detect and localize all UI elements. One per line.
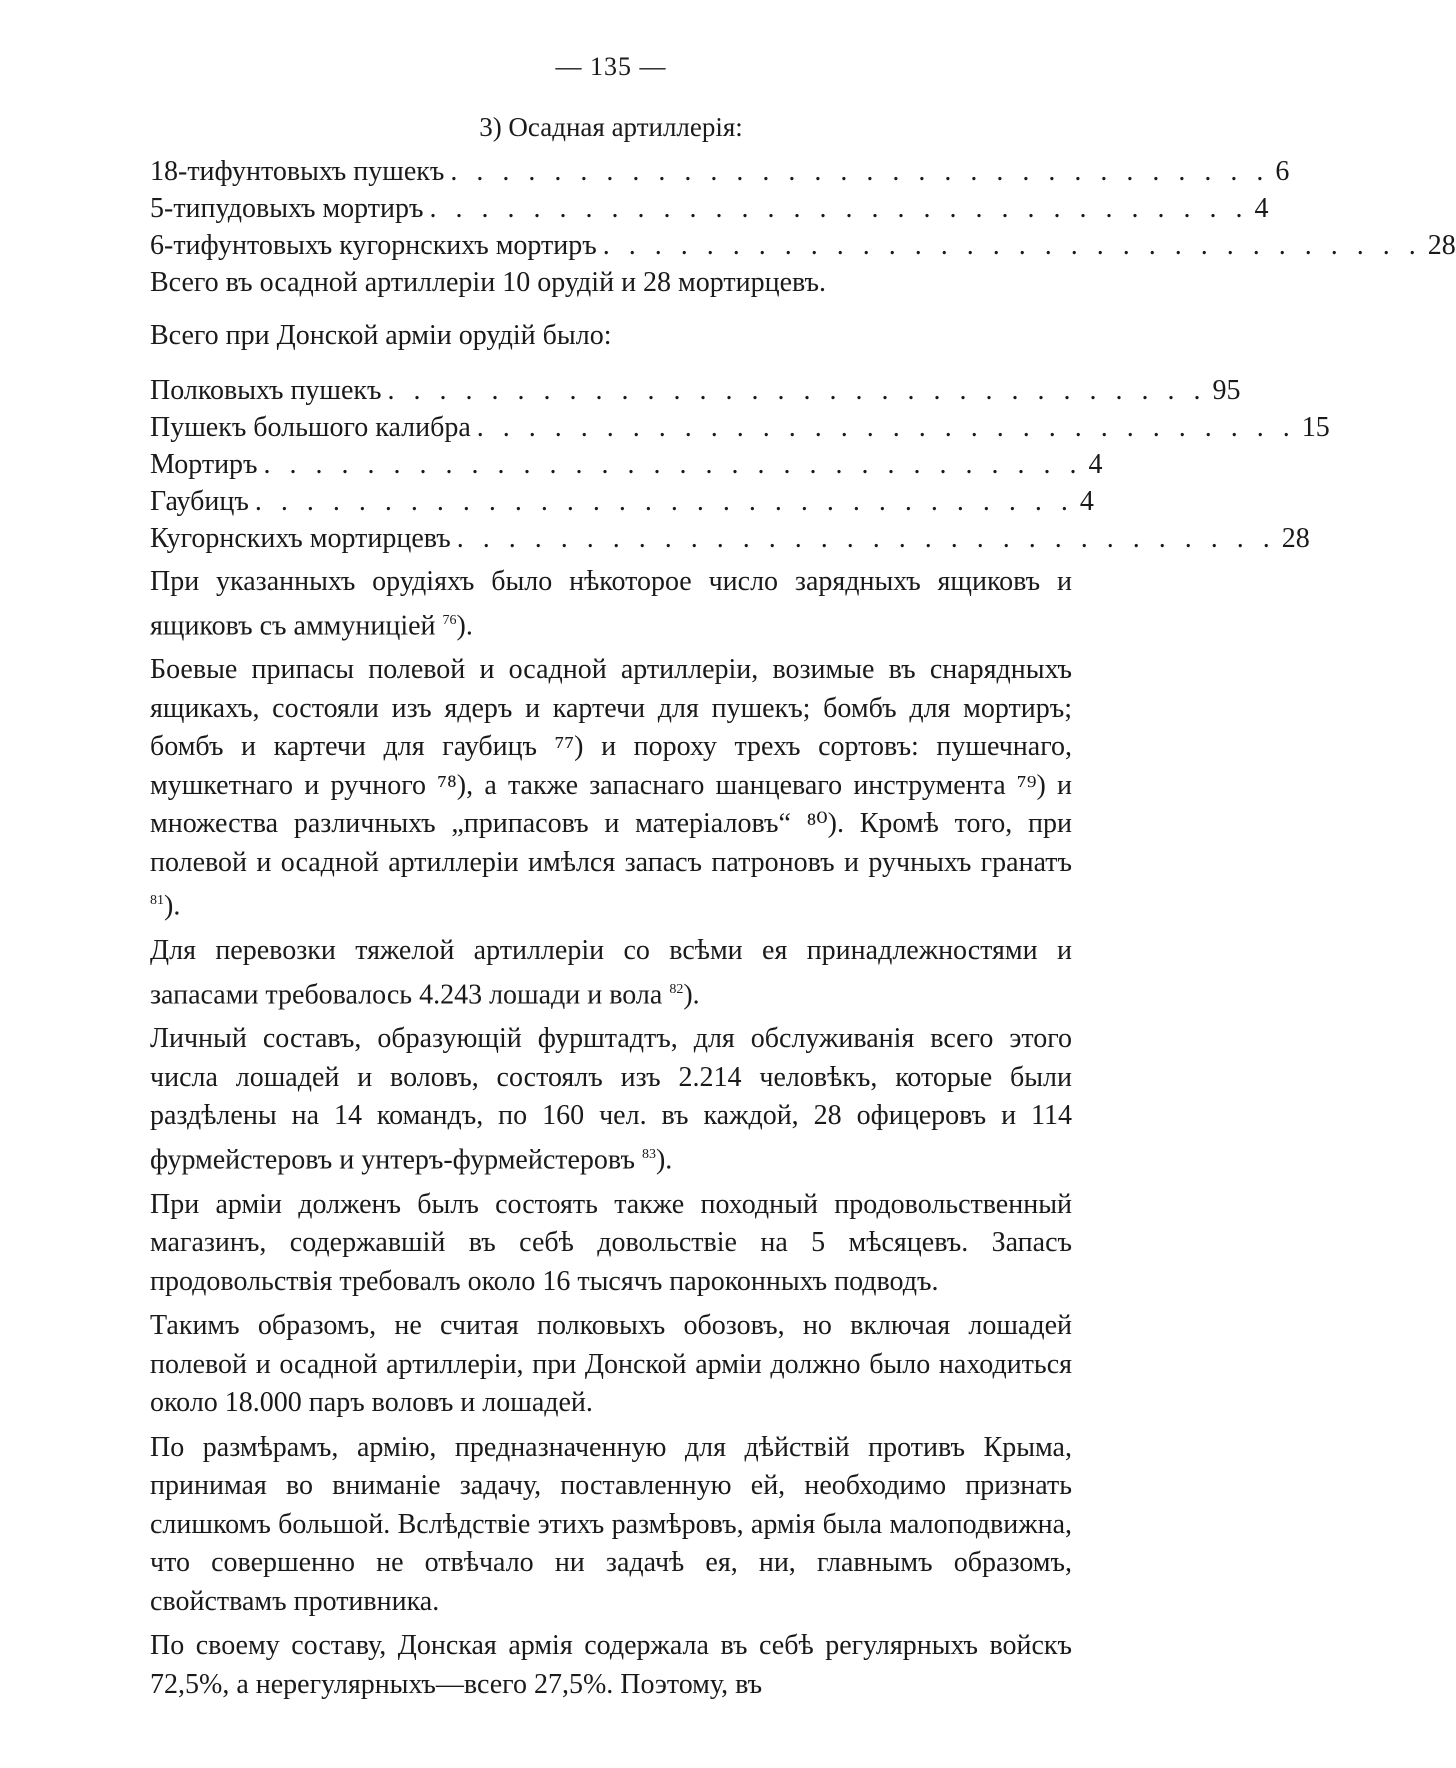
table-row [150,227,1456,264]
row-label: 18-тифунтовыхъ пушекъ [150,156,445,187]
row-label: Гаубицъ [150,486,249,517]
page-body [150,52,1456,1710]
totals-table [150,372,1330,557]
footnote-ref: 83 [641,1146,656,1162]
paragraph-text: При арміи долженъ былъ состоять также походный продовольственный магазинъ, содержавшій въ себѣ довольствіе на 5 мѣсяцевъ. Запасъ продовольствія требовалъ около 16 тысячъ пароконныхъ подводъ. [150,1188,1072,1297]
row-value: 6 [1275,156,1290,187]
row-label: Мортиръ [150,449,258,480]
paragraph-text: При указанныхъ орудіяхъ было нѣкоторое число зарядныхъ ящиковъ и ящиковъ съ аммуниціей [150,566,1072,641]
paragraph [150,1429,1072,1622]
page-number: — 135 — [555,52,667,81]
dot-leader: . . . . . . . . . . . . . . . . . . . . . . . . . . . . . . . . [450,156,1270,187]
row-value: 95 [1212,375,1241,406]
paragraph-tail: ). [655,1144,673,1176]
paragraph-tail: ). [456,609,473,641]
paragraph [150,1627,1072,1704]
paragraph [150,1020,1072,1179]
totals-title: Всего при Донской арміи орудій было: [150,320,612,351]
siege-total: Всего въ осадной артиллеріи 10 орудій и 28 мортирцевъ. [150,267,827,298]
paragraph-tail: ). [683,978,700,1010]
dot-leader: . . . . . . . . . . . . . . . . . . . . . . . . . . . . . . . . [476,412,1296,443]
table-row [150,446,1103,483]
row-value: 4 [1079,486,1094,517]
paragraph-text: Для перевозки тяжелой артиллеріи со всѣми ея принадлежностями и запасами требовалось 4.243 лошади и вола [150,935,1072,1010]
row-value: 28 [1281,523,1310,554]
row-label: Кугорнскихъ мортирцевъ [150,523,451,554]
table-row [150,483,1094,520]
paragraph-text: Такимъ образомъ, не считая полковыхъ обозовъ, но включая лошадей полевой и осадной артиллеріи, при Донской арміи должно было находиться около 18.000 паръ воловъ и лошадей. [150,1310,1072,1419]
paragraph [150,1307,1072,1423]
dot-leader: . . . . . . . . . . . . . . . . . . . . . . . . . . . . . . . . [263,449,1083,480]
paragraph-text: По размѣрамъ, армію, предназначенную для дѣйствій противъ Крыма, принимая во вниманіе задачу, поставленную ей, необходимо признать слишкомъ большой. Вслѣдствіе этихъ размѣровъ, армія была малоподвижна, что совершенно не отвѣчало ни задачѣ ея, ни, главнымъ образомъ, свойствамъ противника. [150,1431,1072,1617]
paragraph [150,651,1072,926]
footnote-ref: 81 [150,893,164,909]
footnote-ref: 76 [442,612,457,628]
dot-leader: . . . . . . . . . . . . . . . . . . . . . . . . . . . . . . . . [387,375,1207,406]
row-label: Пушекъ большого калибра [150,412,471,443]
siege-artillery-table [150,153,1456,264]
paragraph [150,563,1072,645]
dot-leader: . . . . . . . . . . . . . . . . . . . . . . . . . . . . . . . . [602,230,1422,261]
paragraph-text: По своему составу, Донская армія содержала въ себѣ регулярныхъ войскъ 72,5%, а нерегулярныхъ—всего 27,5%. Поэтому, въ [150,1630,1072,1700]
table-row [150,372,1241,409]
row-label: 5-типудовыхъ мортиръ [150,193,424,224]
row-label: 6-тифунтовыхъ кугорнскихъ мортиръ [150,230,597,261]
dot-leader: . . . . . . . . . . . . . . . . . . . . . . . . . . . . . . . . [456,523,1276,554]
table-row [150,520,1310,557]
table-row [150,409,1330,446]
row-value: 28 [1427,230,1456,261]
row-value: 4 [1254,193,1269,224]
dot-leader: . . . . . . . . . . . . . . . . . . . . . . . . . . . . . . . . [254,486,1074,517]
footnote-ref: 82 [669,981,684,997]
paragraph [150,1186,1072,1302]
paragraph-text: Боевые припасы полевой и осадной артиллеріи, возимые въ снарядныхъ ящикахъ, состояли изъ ядеръ и картечи для пушекъ; бомбъ для мортиръ; бомбъ и картечи для гаубицъ ⁷⁷) и пороху трехъ сортовъ: пушечнаго, мушкетнаго и ручного ⁷⁸), а также запаснаго шанцеваго инструмента ⁷⁹) и множества различныхъ „припасовъ и матеріаловъ“ ⁸⁰). Кромѣ того, при полевой и осадной артиллеріи имѣлся запасъ патроновъ и ручныхъ гранатъ [150,654,1072,878]
row-value: 15 [1301,412,1330,443]
table-row [150,190,1269,227]
siege-artillery-title: 3) Осадная артиллерія: [479,112,743,142]
table-row [150,153,1290,190]
dot-leader: . . . . . . . . . . . . . . . . . . . . . . . . . . . . . . . . [429,193,1249,224]
row-value: 4 [1088,449,1103,480]
paragraph-text: Личный составъ, образующій фурштадтъ, для обслуживанія всего этого числа лошадей и воловъ, состоялъ изъ 2.214 человѣкъ, которые были раздѣлены на 14 командъ, по 160 чел. въ каждой, 28 офицеровъ и 114 фурмейстеровъ и унтеръ-фурмейстеровъ [150,1023,1072,1176]
row-label: Полковыхъ пушекъ [150,375,382,406]
paragraph [150,932,1072,1014]
paragraph-tail: ). [164,890,181,922]
